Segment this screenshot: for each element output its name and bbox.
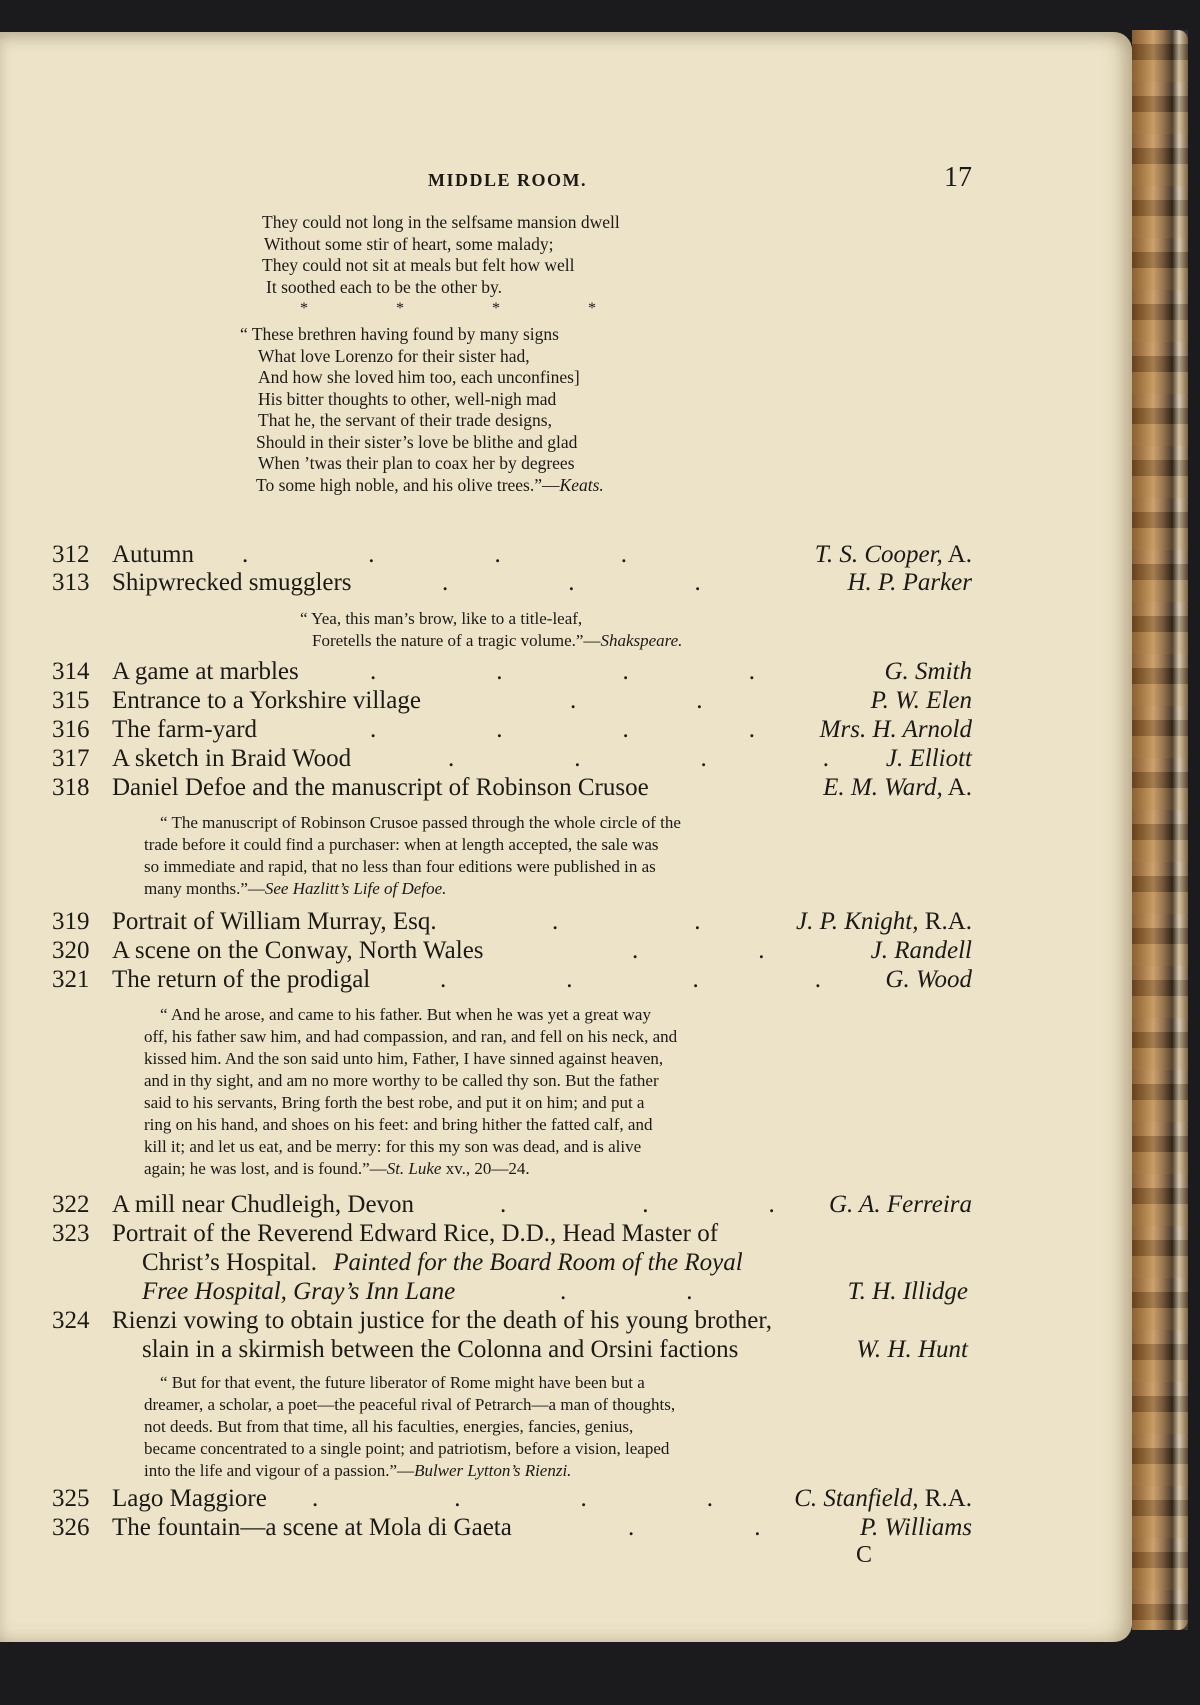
star: * <box>492 300 500 317</box>
leader-dots: . . . . <box>312 1485 713 1512</box>
entry-artist <box>815 540 972 569</box>
entry-number: 318 <box>52 774 90 801</box>
leader-dots: . . <box>632 937 765 964</box>
entry-title: Autumn <box>112 541 194 568</box>
entry-artist <box>794 1484 972 1513</box>
entry-number: 316 <box>52 716 90 743</box>
quote-321 <box>144 1004 677 1180</box>
quote-324 <box>144 1372 675 1482</box>
quote-text: again; he was lost, and is found.”— <box>144 1159 387 1178</box>
entry-artist: G. Wood <box>885 966 972 993</box>
entry-324-artist: W. H. Hunt <box>856 1336 968 1363</box>
quote-line <box>144 878 681 900</box>
quote-text: Foretells the nature of a tragic volume.”— <box>312 631 601 650</box>
leader-dots: . . . . <box>448 745 829 772</box>
leader-dots: . . <box>628 1514 761 1541</box>
leader-dots: . . . . <box>440 966 821 993</box>
leader-dots: . . <box>570 687 703 714</box>
quote-line <box>144 1460 675 1482</box>
entry-number: 321 <box>52 966 90 993</box>
book-fore-edge <box>1132 30 1188 1630</box>
quote-line: became concentrated to a single point; and patriotism, before a vision, leaped <box>144 1439 670 1458</box>
quote-line: so immediate and rapid, that no less than four editions were published in as <box>144 857 656 876</box>
leader-dots: . . . . <box>370 658 755 685</box>
quote-line: kissed him. And the son said unto him, Father, I have sinned against heaven, <box>144 1049 664 1068</box>
quote-line: “ But for that event, the future liberator of Rome might have been but a <box>160 1373 645 1392</box>
entry-artist: J. Randell <box>870 937 972 964</box>
entry-title: The fountain—a scene at Mola di Gaeta <box>112 1514 512 1541</box>
entry-number: 315 <box>52 687 90 714</box>
poem-line: And how she loved him too, each unconfines] <box>258 367 580 387</box>
artist-name: C. Stanfield, <box>794 1485 919 1512</box>
artist-name: J. P. Knight, <box>796 908 919 935</box>
entry-number: 324 <box>52 1307 90 1334</box>
artist-name: T. S. Cooper, <box>814 541 943 568</box>
leader-dots: . . . <box>442 569 701 596</box>
quote-313 <box>300 608 682 652</box>
quote-line <box>300 630 682 652</box>
entry-artist: Mrs. H. Arnold <box>819 716 972 743</box>
star: * <box>300 300 308 317</box>
catalogue-entry-324 <box>52 1306 90 1335</box>
poem-line: Should in their sister’s love be blithe and glad <box>256 431 578 452</box>
quote-line: “ Yea, this man’s brow, like to a title-leaf, <box>300 609 583 628</box>
entry-artist: G. A. Ferreira <box>828 1191 972 1218</box>
entry-number: 323 <box>52 1220 90 1247</box>
quote-citation: Bulwer Lytton’s Rienzi. <box>414 1461 572 1480</box>
quote-line: trade before it could find a purchaser: when at length accepted, the sale was <box>144 835 659 854</box>
quote-line: “ And he arose, and came to his father. But when he was yet a great way <box>160 1005 651 1024</box>
artist-rank: A. <box>942 774 972 801</box>
entry-title: The farm-yard <box>112 716 258 743</box>
signature-mark: C <box>856 1542 873 1568</box>
entry-number: 322 <box>52 1191 90 1218</box>
entry-number: 326 <box>52 1514 90 1541</box>
entry-number: 312 <box>52 541 90 568</box>
quote-line <box>144 1158 677 1180</box>
page-number: 17 <box>944 162 972 193</box>
entry-artist: P. Williams <box>859 1514 972 1541</box>
poem-line: “ These brethren having found by many signs <box>240 324 559 344</box>
artist-rank: R.A. <box>918 1485 972 1512</box>
quote-citation-ref: xv., 20—24. <box>441 1159 530 1178</box>
poem-line: His bitter thoughts to other, well-nigh mad <box>258 388 557 409</box>
entry-title: Shipwrecked smugglers <box>112 569 352 596</box>
section-break-stars <box>300 300 684 318</box>
entry-title: A mill near Chudleigh, Devon <box>112 1191 415 1218</box>
entry-title: Entrance to a Yorkshire village <box>112 687 421 714</box>
poem-stanza-2 <box>240 324 604 496</box>
poem-stanza-1 <box>262 212 620 298</box>
entry-323-line-2 <box>142 1248 743 1277</box>
entry-323-text: Christ’s Hospital. <box>142 1249 318 1276</box>
entry-title: A sketch in Braid Wood <box>112 745 352 772</box>
leader-dots: . . . . <box>242 541 627 568</box>
quote-line: and in thy sight, and am no more worthy to be called thy son. But the father <box>144 1071 659 1090</box>
artist-rank: R.A. <box>918 908 972 935</box>
poem-line: They could not long in the selfsame mansion dwell <box>262 212 620 232</box>
entry-artist: H. P. Parker <box>847 569 972 596</box>
entry-number: 325 <box>52 1485 90 1512</box>
entry-title: A game at marbles <box>112 658 299 685</box>
leader-dots: . . . . <box>370 716 755 743</box>
quote-318 <box>144 812 681 900</box>
book-page <box>0 32 1132 1642</box>
leader-dots: . . <box>560 1278 693 1305</box>
entry-artist: J. Elliott <box>885 745 972 772</box>
poem-line <box>240 475 604 497</box>
quote-line: ring on his hand, and shoes on his feet: and bring hither the fatted calf, and <box>144 1115 653 1134</box>
poem-citation: Keats. <box>559 474 604 495</box>
poem-line: Without some stir of heart, some malady; <box>264 233 554 254</box>
entry-number: 319 <box>52 908 90 935</box>
entry-323-commission: Painted for the Board Room of the Royal <box>333 1249 743 1276</box>
entry-title: Portrait of William Murray, Esq. <box>112 908 437 935</box>
entry-323-artist: T. H. Illidge <box>847 1278 968 1305</box>
quote-text: many months.”— <box>144 879 265 898</box>
artist-rank: A. <box>942 541 972 568</box>
page-header <box>0 160 1132 200</box>
poem-line: What love Lorenzo for their sister had, <box>258 345 530 366</box>
entry-title: The return of the prodigal <box>112 966 371 993</box>
quote-line: not deeds. But from that time, all his faculties, energies, fancies, genius, <box>144 1417 634 1436</box>
entry-number: 314 <box>52 658 90 685</box>
entry-artist <box>823 773 972 802</box>
running-title: MIDDLE ROOM. <box>428 170 587 190</box>
quote-line: “ The manuscript of Robinson Crusoe passed through the whole circle of the <box>160 813 681 832</box>
entry-324-line-2: slain in a skirmish between the Colonna and Orsini factions <box>142 1336 739 1363</box>
quote-line: kill it; and let us eat, and be merry: for this my son was dead, and is alive <box>144 1137 642 1156</box>
entry-title: A scene on the Conway, North Wales <box>112 937 484 964</box>
entry-324-line-1: Rienzi vowing to obtain justice for the death of his young brother, <box>112 1307 772 1334</box>
entry-number: 320 <box>52 937 90 964</box>
leader-dots: . . . <box>500 1191 775 1218</box>
quote-line: dreamer, a scholar, a poet—the peaceful rival of Petrarch—a man of thoughts, <box>144 1395 676 1414</box>
entry-title: Lago Maggiore <box>112 1485 267 1512</box>
quote-citation: St. Luke <box>386 1159 442 1178</box>
quote-text: into the life and vigour of a passion.”— <box>144 1461 415 1480</box>
poem-line: They could not sit at meals but felt how well <box>262 255 575 275</box>
quote-line: said to his servants, Bring forth the best robe, and put it on him; and put a <box>144 1093 645 1112</box>
entry-artist <box>796 907 972 936</box>
artist-name: E. M. Ward, <box>823 774 943 801</box>
quote-citation: Shakspeare. <box>600 631 683 650</box>
leader-dots: . . <box>552 908 701 935</box>
catalogue-entry-323 <box>52 1219 90 1248</box>
star: * <box>396 300 404 317</box>
poem-line-text: To some high noble, and his olive trees.”— <box>256 474 560 495</box>
star: * <box>588 300 596 317</box>
quote-citation: See Hazlitt’s Life of Defoe. <box>264 879 447 898</box>
quote-line: off, his father saw him, and had compassion, and ran, and fell on his neck, and <box>144 1027 678 1046</box>
entry-number: 313 <box>52 569 90 596</box>
poem-line: It soothed each to be the other by. <box>266 276 503 297</box>
entry-number: 317 <box>52 745 90 772</box>
poem-line: That he, the servant of their trade designs, <box>258 410 552 430</box>
entry-323-line-3: Free Hospital, Gray’s Inn Lane <box>142 1278 456 1305</box>
entry-323-line-1: Portrait of the Reverend Edward Rice, D.D., Head Master of <box>112 1220 719 1247</box>
entry-artist: P. W. Elen <box>870 687 972 714</box>
entry-title: Daniel Defoe and the manuscript of Robinson Crusoe <box>112 774 649 801</box>
poem-line: When ’twas their plan to coax her by degrees <box>258 453 575 473</box>
entry-artist: G. Smith <box>884 658 972 685</box>
